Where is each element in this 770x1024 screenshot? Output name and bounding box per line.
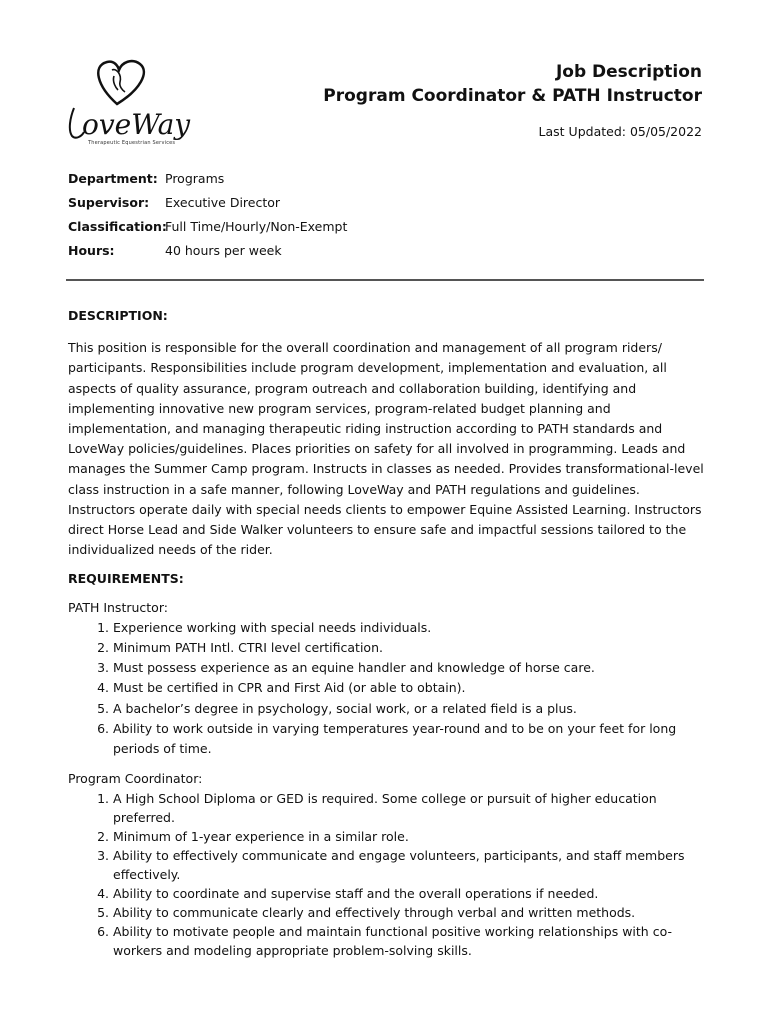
meta-row	[68, 190, 347, 214]
meta-row	[68, 214, 347, 238]
list-item: 6. Ability to work outside in varying temperatures year-round and to be on your feet for long periods of time.	[113, 719, 708, 759]
document-title: Job Description	[555, 62, 702, 82]
description-text: This position is responsible for the overall coordination and management of all program riders/ participants. Responsibilities include program development, implementation and evaluation, all aspects of quality assurance, program outreach and collaboration building, identifying and implementing innovative new program services, program-related budget planning and implementation, and managing therapeutic riding instruction according to PATH standards and LoveWay policies/guidelines. Places priorities on safety for all involved in programming. Leads and manages the Summer Camp program. Instructs in classes as needed. Provides transformational-level class instruction in a safe manner, following LoveWay and PATH regulations and guidelines. Instructors operate daily with special needs clients to empower Equine Assisted Learning. Instructors direct Horse Lead and Side Walker volunteers to ensure safe and impactful sessions tailored to the individualized needs of the rider.	[68, 340, 704, 558]
heart-logo-icon	[98, 61, 144, 104]
svg-text:oveWay: oveWay	[82, 108, 191, 141]
list-item: 2. Minimum of 1-year experience in a similar role.	[113, 827, 708, 846]
list-item: 1. Experience working with special needs individuals.	[113, 618, 708, 638]
position-title: Program Coordinator & PATH Instructor	[323, 86, 702, 106]
divider	[66, 279, 704, 281]
meta-key: Hours:	[68, 242, 115, 258]
description-heading: DESCRIPTION:	[68, 308, 168, 323]
meta-table	[68, 166, 347, 262]
meta-row	[68, 166, 347, 190]
title-block	[323, 60, 702, 108]
program-coordinator-list	[68, 789, 708, 960]
meta-value: Full Time/Hourly/Non-Exempt	[165, 218, 348, 234]
list-item: 3. Must possess experience as an equine handler and knowledge of horse care.	[113, 658, 708, 678]
list-item: 4. Ability to coordinate and supervise staff and the overall operations if needed.	[113, 884, 708, 903]
last-updated: Last Updated: 05/05/2022	[538, 124, 702, 139]
meta-key: Department:	[68, 170, 158, 186]
meta-value: Programs	[165, 170, 225, 186]
list-item: 5. A bachelor’s degree in psychology, social work, or a related field is a plus.	[113, 699, 708, 719]
meta-value: Executive Director	[165, 194, 281, 210]
path-instructor-heading: PATH Instructor:	[68, 599, 168, 615]
list-item: 3. Ability to effectively communicate and engage volunteers, participants, and staff members effectively.	[113, 846, 708, 884]
list-item: 4. Must be certified in CPR and First Aid (or able to obtain).	[113, 678, 708, 698]
list-item: 6. Ability to motivate people and maintain functional positive working relationships with co-workers and modeling appropriate problem-solving skills.	[113, 922, 708, 960]
meta-value: 40 hours per week	[165, 242, 282, 258]
path-instructor-list	[68, 618, 708, 759]
program-coordinator-heading: Program Coordinator:	[68, 771, 203, 787]
list-item: 2. Minimum PATH Intl. CTRI level certification.	[113, 638, 708, 658]
requirements-heading: REQUIREMENTS:	[68, 571, 184, 587]
list-item: 1. A High School Diploma or GED is required. Some college or pursuit of higher education preferred.	[113, 789, 708, 827]
meta-row	[68, 238, 347, 262]
meta-key: Classification:	[68, 218, 167, 234]
logo-tagline: Therapeutic Equestrian Services	[88, 140, 176, 146]
meta-key: Supervisor:	[68, 194, 150, 210]
list-item: 5. Ability to communicate clearly and effectively through verbal and written methods.	[113, 903, 708, 922]
main-content	[68, 306, 708, 960]
